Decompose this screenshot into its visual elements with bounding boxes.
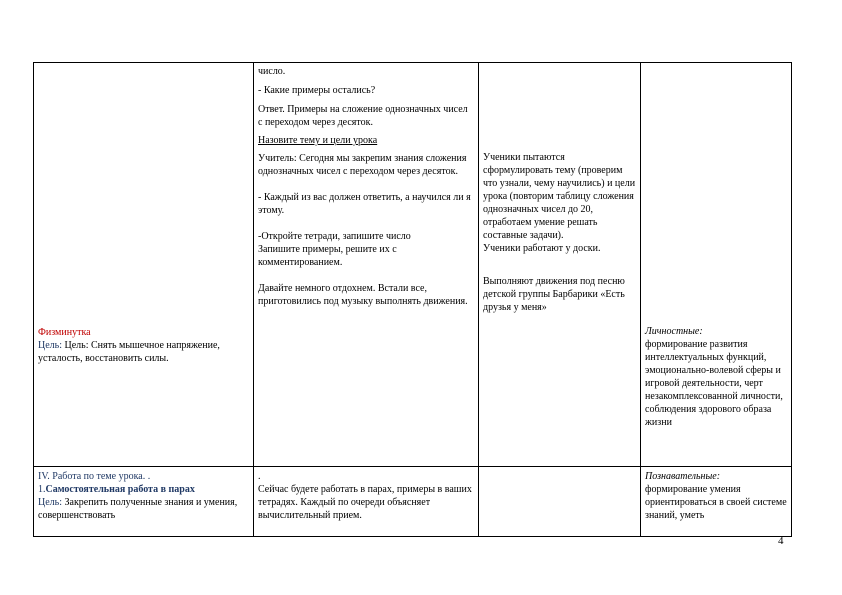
row1-col1-cell bbox=[38, 326, 250, 365]
students-activity-3: Выполняют движения под песню детской группы Барбарики «Есть друзья у меня» bbox=[483, 276, 625, 313]
fizminutka-goal bbox=[38, 339, 250, 365]
teacher-line-3: Ответ. Примеры на сложение однозначных чисел с переходом через десяток. bbox=[258, 104, 468, 128]
pair-work-instruction: Сейчас будете работать в парах, примеры в ваших тетрадях. Каждый по очереди объясняет вычислительный прием. bbox=[258, 484, 472, 521]
pair-work-item bbox=[38, 483, 250, 496]
teacher-line-7: -Откройте тетради, запишите число bbox=[258, 231, 411, 242]
goal-label-2: Цель: bbox=[38, 497, 62, 508]
stage-title: IV. Работа по теме урока. . bbox=[38, 471, 151, 482]
teacher-line-6: - Каждый из вас должен ответить, а научился ли я этому. bbox=[258, 192, 471, 216]
item-number: 1. bbox=[38, 484, 46, 495]
item-title: Самостоятельная работа в парах bbox=[45, 484, 195, 495]
students-activity-2: Ученики работают у доски. bbox=[483, 243, 601, 254]
row1-col2-cell bbox=[258, 65, 472, 308]
teacher-line-9: Давайте немного отдохнем. Встали все, приготовились под музыку выполнять движения. bbox=[258, 283, 468, 307]
row1-col3-cell bbox=[483, 151, 636, 314]
personal-text: формирование развития интеллектуальных функций, эмоционально-волевой сферы и игровой деятельности, черт незакомплексованной личности, соблюдения здорового образа жизни bbox=[645, 339, 783, 428]
cognitive-heading: Познавательные: bbox=[645, 471, 721, 482]
pair-work-goal bbox=[38, 496, 250, 522]
row2-col4-cell bbox=[645, 470, 787, 522]
teacher-line-2: - Какие примеры остались? bbox=[258, 85, 376, 96]
fizminutka-title: Физминутка bbox=[38, 327, 91, 338]
row1-col4-cell bbox=[645, 325, 787, 429]
teacher-line-1: число. bbox=[258, 66, 286, 77]
goal-text: Цель: Снять мышечное напряжение, усталость, восстановить силы. bbox=[38, 340, 220, 364]
row2-col2-cell bbox=[258, 470, 472, 522]
row2-dot: . bbox=[258, 471, 261, 482]
cognitive-text: формирование умения ориентироваться в своей системе знаний, уметь bbox=[645, 484, 787, 521]
teacher-line-8: Запишите примеры, решите их с комментированием. bbox=[258, 244, 397, 268]
goal-text-2: Закрепить полученные знания и умения, совершенствовать bbox=[38, 497, 238, 521]
teacher-line-4: Назовите тему и цели урока bbox=[258, 135, 378, 146]
lesson-table bbox=[33, 62, 792, 537]
page-number: 4 bbox=[778, 535, 784, 547]
students-activity-1: Ученики пытаются сформулировать тему (проверим что узнали, чему научились) и цели урока (повторим таблицу сложения однозначных чисел до 20, отработаем умение решать составные задачи). bbox=[483, 152, 636, 241]
personal-heading: Личностные: bbox=[645, 326, 703, 337]
goal-label: Цель: bbox=[38, 340, 62, 351]
teacher-line-5: Учитель: Сегодня мы закрепим знания сложения однозначных чисел с переходом через десяток. bbox=[258, 153, 467, 177]
row2-col1-cell bbox=[38, 470, 250, 522]
